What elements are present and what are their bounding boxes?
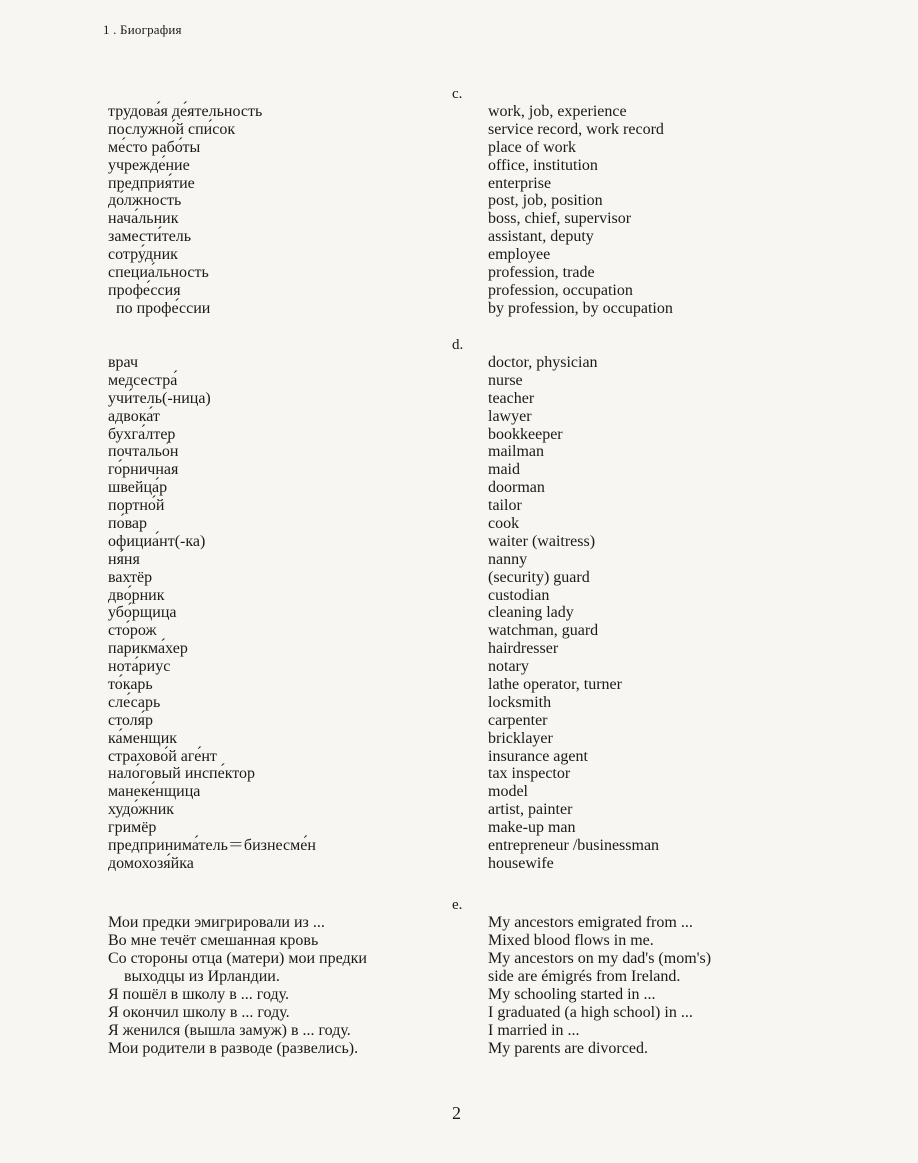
- english-translation: model: [488, 783, 528, 801]
- russian-phrase: Я пошёл в школу в ... году.: [108, 986, 290, 1003]
- english-translation: bricklayer: [488, 729, 553, 747]
- vocab-row: [0, 819, 918, 837]
- vocab-row: [0, 354, 918, 372]
- phrase-row: [0, 950, 918, 968]
- russian-term: официа́нт(-ка): [108, 532, 206, 550]
- russian-phrase: выходцы из Ирландии.: [124, 968, 280, 985]
- russian-term: предприя́тие: [108, 174, 195, 192]
- vocab-row: [0, 426, 918, 444]
- english-translation: artist, painter: [488, 801, 573, 819]
- english-phrase: I graduated (a high school) in ...: [488, 1004, 693, 1021]
- english-translation: carpenter: [488, 711, 548, 729]
- russian-term: гримёр: [108, 819, 157, 837]
- russian-term: медсестра́: [108, 371, 178, 389]
- vocab-row: [0, 658, 918, 676]
- vocab-row: [0, 622, 918, 640]
- vocab-row: [0, 443, 918, 461]
- russian-term: ня́ня: [108, 550, 140, 568]
- english-translation: boss, chief, supervisor: [488, 210, 632, 228]
- english-translation: employee: [488, 246, 551, 264]
- english-translation: housewife: [488, 854, 554, 872]
- english-translation: watchman, guard: [488, 622, 599, 640]
- english-translation: profession, trade: [488, 264, 595, 282]
- russian-phrase: Во мне течёт смешанная кровь: [108, 932, 319, 949]
- english-translation: mailman: [488, 443, 544, 461]
- vocab-row: [0, 676, 918, 694]
- vocab-row: [0, 408, 918, 426]
- english-translation: profession, occupation: [488, 281, 633, 299]
- phrase-row: [0, 932, 918, 950]
- vocab-row: [0, 640, 918, 658]
- english-translation: assistant, deputy: [488, 228, 594, 246]
- vocab-row: [0, 479, 918, 497]
- english-translation: custodian: [488, 586, 550, 604]
- russian-term: сто́рож: [108, 622, 157, 640]
- vocab-row: [0, 103, 918, 121]
- russian-term: профе́ссия: [108, 281, 181, 299]
- english-translation: post, job, position: [488, 192, 603, 210]
- english-translation: nanny: [488, 550, 528, 568]
- english-phrase: side are émigrés from Ireland.: [488, 968, 681, 985]
- english-translation: maid: [488, 461, 520, 479]
- russian-phrase: Мои родители в разводе (развелись).: [108, 1040, 359, 1057]
- english-translation: lathe operator, turner: [488, 676, 622, 694]
- vocab-row: [0, 264, 918, 282]
- russian-term: до́лжность: [108, 192, 182, 210]
- vocab-row: [0, 121, 918, 139]
- english-translation: (security) guard: [488, 568, 590, 586]
- vocab-row: [0, 390, 918, 408]
- section-c-vocab-list: [0, 103, 918, 318]
- russian-term: учи́тель(-ница): [108, 389, 211, 407]
- phrase-row: [0, 1022, 918, 1040]
- russian-term: нало́говый инспе́ктор: [108, 765, 256, 783]
- vocab-row: [0, 192, 918, 210]
- vocab-row: [0, 551, 918, 569]
- russian-phrase: Я женился (вышла замуж) в ... году.: [108, 1022, 351, 1039]
- vocab-row: [0, 210, 918, 228]
- english-translation: work, job, experience: [488, 103, 627, 120]
- vocab-row: [0, 604, 918, 622]
- russian-term: сотру́дник: [108, 246, 178, 264]
- english-translation: office, institution: [488, 156, 598, 174]
- vocab-row: [0, 300, 918, 318]
- russian-phrase: Я окончил школу в ... году.: [108, 1004, 290, 1021]
- vocab-row: [0, 246, 918, 264]
- page-number: 2: [452, 1103, 461, 1123]
- russian-term: столя́р: [108, 711, 154, 729]
- vocab-row: [0, 694, 918, 712]
- section-e-phrase-list: [0, 914, 918, 1058]
- russian-term: ка́менщик: [108, 729, 178, 747]
- phrase-row: [0, 1040, 918, 1058]
- russian-term: ме́сто рабо́ты: [108, 138, 201, 156]
- phrase-row: [0, 968, 918, 986]
- russian-term: по профе́ссии: [116, 299, 211, 317]
- russian-term: трудова́я де́ятельность: [108, 103, 263, 120]
- vocab-row: [0, 765, 918, 783]
- russian-term: сле́сарь: [108, 693, 161, 711]
- russian-term: послужно́й спи́сок: [108, 120, 236, 138]
- english-translation: locksmith: [488, 693, 552, 711]
- phrase-row: [0, 1004, 918, 1022]
- english-translation: make-up man: [488, 819, 576, 837]
- russian-term: учрежде́ние: [108, 156, 190, 174]
- vocab-row: [0, 783, 918, 801]
- russian-term: по́вар: [108, 515, 148, 533]
- english-translation: place of work: [488, 138, 576, 156]
- english-phrase: My schooling started in ...: [488, 986, 656, 1003]
- english-phrase: My parents are divorced.: [488, 1040, 648, 1057]
- english-translation: lawyer: [488, 407, 532, 425]
- vocab-row: [0, 282, 918, 300]
- russian-term: дво́рник: [108, 586, 165, 604]
- russian-phrase: Мои предки эмигрировали из ...: [108, 914, 325, 931]
- russian-term: го́рничная: [108, 461, 179, 479]
- vocab-row: [0, 175, 918, 193]
- russian-term: домохозя́йка: [108, 854, 194, 872]
- vocab-row: [0, 372, 918, 390]
- vocab-row: [0, 748, 918, 766]
- russian-term: врач: [108, 354, 139, 371]
- vocab-row: [0, 139, 918, 157]
- english-translation: teacher: [488, 389, 535, 407]
- russian-phrase: Со стороны отца (матери) мои предки: [108, 950, 367, 967]
- section-d-vocab-list: [0, 354, 918, 873]
- vocab-row: [0, 461, 918, 479]
- russian-term: швейца́р: [108, 479, 168, 497]
- english-translation: cook: [488, 515, 520, 533]
- english-translation: service record, work record: [488, 120, 664, 138]
- russian-term: нача́льник: [108, 210, 179, 228]
- english-translation: enterprise: [488, 174, 552, 192]
- english-translation: by profession, by occupation: [488, 299, 673, 317]
- phrase-row: [0, 914, 918, 932]
- vocab-row: [0, 569, 918, 587]
- english-translation: nurse: [488, 371, 523, 389]
- english-phrase: I married in ...: [488, 1022, 580, 1039]
- russian-term: худо́жник: [108, 801, 175, 819]
- russian-term: портно́й: [108, 497, 165, 515]
- running-header: 1 . Биография: [103, 22, 182, 37]
- section-e-label: e.: [452, 897, 463, 913]
- russian-term: убо́рщица: [108, 604, 177, 622]
- vocab-row: [0, 712, 918, 730]
- english-translation: bookkeeper: [488, 425, 563, 443]
- vocab-row: [0, 228, 918, 246]
- vocab-row: [0, 533, 918, 551]
- vocab-row: [0, 837, 918, 855]
- russian-term: бухга́лтер: [108, 425, 176, 443]
- vocab-row: [0, 801, 918, 819]
- section-c-label: c.: [452, 86, 463, 102]
- english-translation: notary: [488, 658, 529, 676]
- section-d-label: d.: [452, 337, 464, 353]
- vocab-row: [0, 587, 918, 605]
- english-translation: entrepreneur /businessman: [488, 837, 660, 855]
- english-phrase: Mixed blood flows in me.: [488, 932, 654, 949]
- phrase-row: [0, 986, 918, 1004]
- english-translation: tailor: [488, 497, 522, 515]
- russian-term: нота́риус: [108, 658, 171, 676]
- russian-term: парикма́хер: [108, 640, 188, 658]
- vocab-row: [0, 855, 918, 873]
- vocab-row: [0, 730, 918, 748]
- english-translation: cleaning lady: [488, 604, 574, 622]
- english-translation: tax inspector: [488, 765, 571, 783]
- russian-term: специа́льность: [108, 264, 209, 282]
- english-translation: insurance agent: [488, 747, 588, 765]
- russian-term: адвока́т: [108, 407, 160, 425]
- russian-term: страхово́й аге́нт: [108, 747, 217, 765]
- russian-term: предпринима́тель＝бизнесме́н: [108, 837, 316, 855]
- russian-term: вахтёр: [108, 568, 153, 586]
- english-translation: doorman: [488, 479, 545, 497]
- vocab-row: [0, 515, 918, 533]
- russian-term: то́карь: [108, 676, 153, 694]
- russian-term: манеке́нщица: [108, 783, 201, 801]
- russian-term: замести́тель: [108, 228, 192, 246]
- english-phrase: My ancestors emigrated from ...: [488, 914, 693, 931]
- vocab-row: [0, 157, 918, 175]
- english-phrase: My ancestors on my dad's (mom's): [488, 950, 712, 967]
- english-translation: doctor, physician: [488, 354, 598, 371]
- english-translation: hairdresser: [488, 640, 559, 658]
- english-translation: waiter (waitress): [488, 532, 596, 550]
- russian-term: почтальо́н: [108, 443, 179, 461]
- vocab-row: [0, 497, 918, 515]
